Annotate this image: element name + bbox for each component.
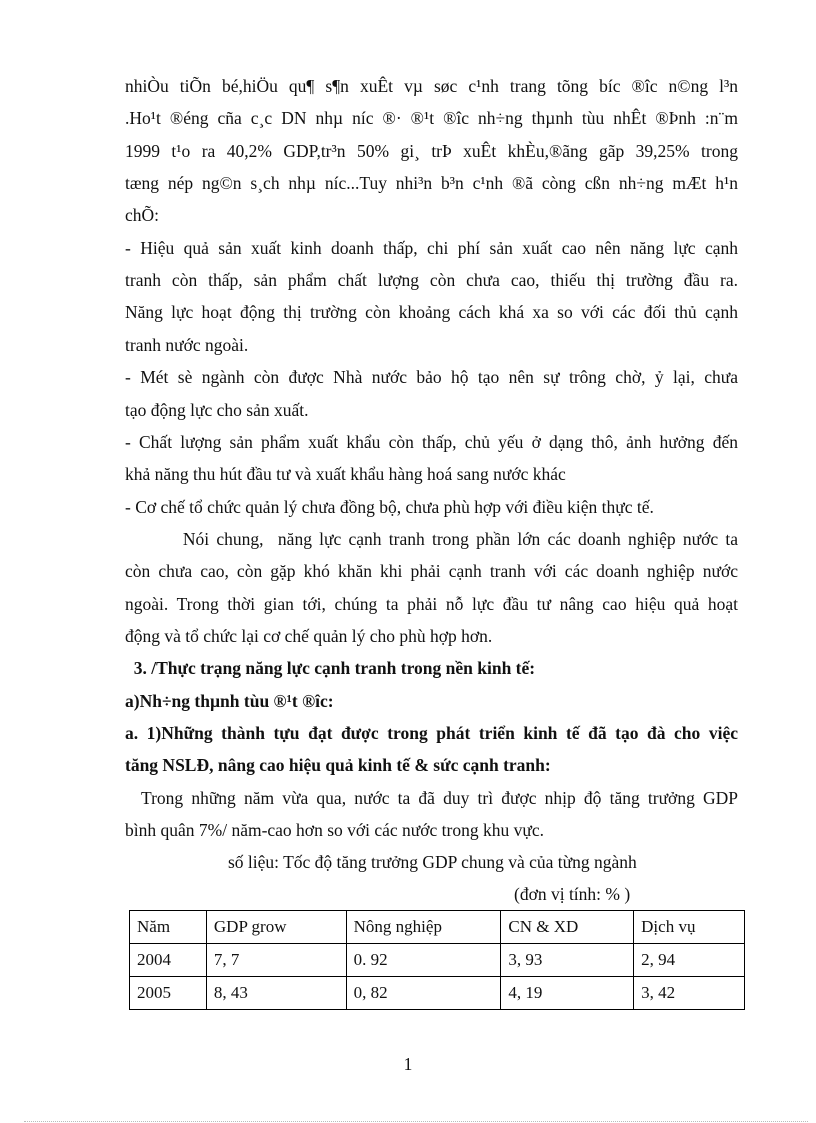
table-cell: 7, 7 xyxy=(206,944,346,977)
gdp-growth-table xyxy=(129,910,745,1010)
table-cell: 3, 42 xyxy=(634,977,745,1010)
table-row xyxy=(130,944,745,977)
body-line: Trong những năm vừa qua, nước ta đã duy trì được nhịp độ tăng trưởng GDP xyxy=(125,788,738,808)
body-line: tæng nép ng©n s¸ch nhµ níc...Tuy nhi³n b³n c¹nh ®ã còng cßn nh÷ng mÆt h¹n xyxy=(125,173,738,193)
table-header-row xyxy=(130,911,745,944)
body-line: chÕ: xyxy=(125,205,160,225)
table-cell: 2, 94 xyxy=(634,944,745,977)
body-line: động và tổ chức lại cơ chế quản lý cho phù hợp hơn. xyxy=(125,626,493,646)
table-row xyxy=(130,977,745,1010)
body-line: tranh nước ngoài. xyxy=(125,335,249,355)
table-cell: 0. 92 xyxy=(346,944,501,977)
body-line: nhiÒu tiÕn bé,hiÖu qu¶ s¶n xuÊt vµ søc c¹nh trang tõng bíc ®îc n©ng l³n xyxy=(125,76,738,96)
body-line: Nói chung, năng lực cạnh tranh trong phần lớn các doanh nghiệp nước ta xyxy=(125,529,738,549)
table-cell: 2005 xyxy=(130,977,207,1010)
body-line: 1999 t¹o ra 40,2% GDP,tr³n 50% gi¸ trÞ xuÊt khÈu,®ãng gãp 39,25% trong xyxy=(125,141,738,161)
table-cell: 8, 43 xyxy=(206,977,346,1010)
body-line: .Ho¹t ®éng cña c¸c DN nhµ níc ®· ®¹t ®îc nh÷ng thµnh tùu nhÊt ®Þnh :n¨m xyxy=(125,108,738,128)
subsection-heading: a)Nh÷ng thµnh tùu ®¹t ®îc: xyxy=(125,691,334,711)
subsection-heading: a. 1)Những thành tựu đạt được trong phát triển kinh tế đã tạo đà cho việc xyxy=(125,723,738,743)
body-line: bình quân 7%/ năm-cao hơn so với các nước trong khu vực. xyxy=(125,820,544,840)
body-line: khả năng thu hút đầu tư và xuất khẩu hàng hoá sang nước khác xyxy=(125,464,566,484)
body-line: tranh còn thấp, sản phẩm chất lượng còn chưa cao, thiếu thị trường đầu ra. xyxy=(125,270,738,290)
page-bottom-divider xyxy=(24,1121,808,1122)
table-cell: 0, 82 xyxy=(346,977,501,1010)
table-unit: (đơn vị tính: % ) xyxy=(514,884,631,904)
table-header-cell: GDP grow xyxy=(206,911,346,944)
body-line: ngoài. Trong thời gian tới, chúng ta phải nỗ lực đầu tư nâng cao hiệu quả hoạt xyxy=(125,594,738,614)
body-line: tạo động lực cho sản xuất. xyxy=(125,400,309,420)
page-number: 1 xyxy=(403,1054,413,1074)
table-header-cell: Dịch vụ xyxy=(634,911,745,944)
body-line: Năng lực hoạt động thị trường còn khoảng cách khá xa so với các đối thủ cạnh xyxy=(125,302,738,322)
table-header-cell: Nông nghiệp xyxy=(346,911,501,944)
body-line: - Cơ chế tổ chức quản lý chưa đồng bộ, chưa phù hợp với điều kiện thực tế. xyxy=(125,497,654,517)
body-line: còn chưa cao, còn gặp khó khăn khi phải cạnh tranh với các doanh nghiệp nước xyxy=(125,561,738,581)
table-cell: 3, 93 xyxy=(501,944,634,977)
table-header-cell: Năm xyxy=(130,911,207,944)
table-cell: 4, 19 xyxy=(501,977,634,1010)
subsection-heading: tăng NSLĐ, nâng cao hiệu quả kinh tế & sức cạnh tranh: xyxy=(125,755,551,775)
body-line: - Mét sè ngành còn được Nhà nước bảo hộ tạo nên sự trông chờ, ỷ lại, chưa xyxy=(125,367,738,387)
table-header-cell: CN & XD xyxy=(501,911,634,944)
table-caption: số liệu: Tốc độ tăng trưởng GDP chung và của từng ngành xyxy=(228,852,637,872)
body-line: - Chất lượng sản phẩm xuất khẩu còn thấp, chủ yếu ở dạng thô, ảnh hưởng đến xyxy=(125,432,738,452)
body-line: - Hiệu quả sản xuất kinh doanh thấp, chi phí sản xuất cao nên năng lực cạnh xyxy=(125,238,738,258)
table-cell: 2004 xyxy=(130,944,207,977)
section-heading: 3. /Thực trạng năng lực cạnh tranh trong nền kinh tế: xyxy=(125,658,536,678)
